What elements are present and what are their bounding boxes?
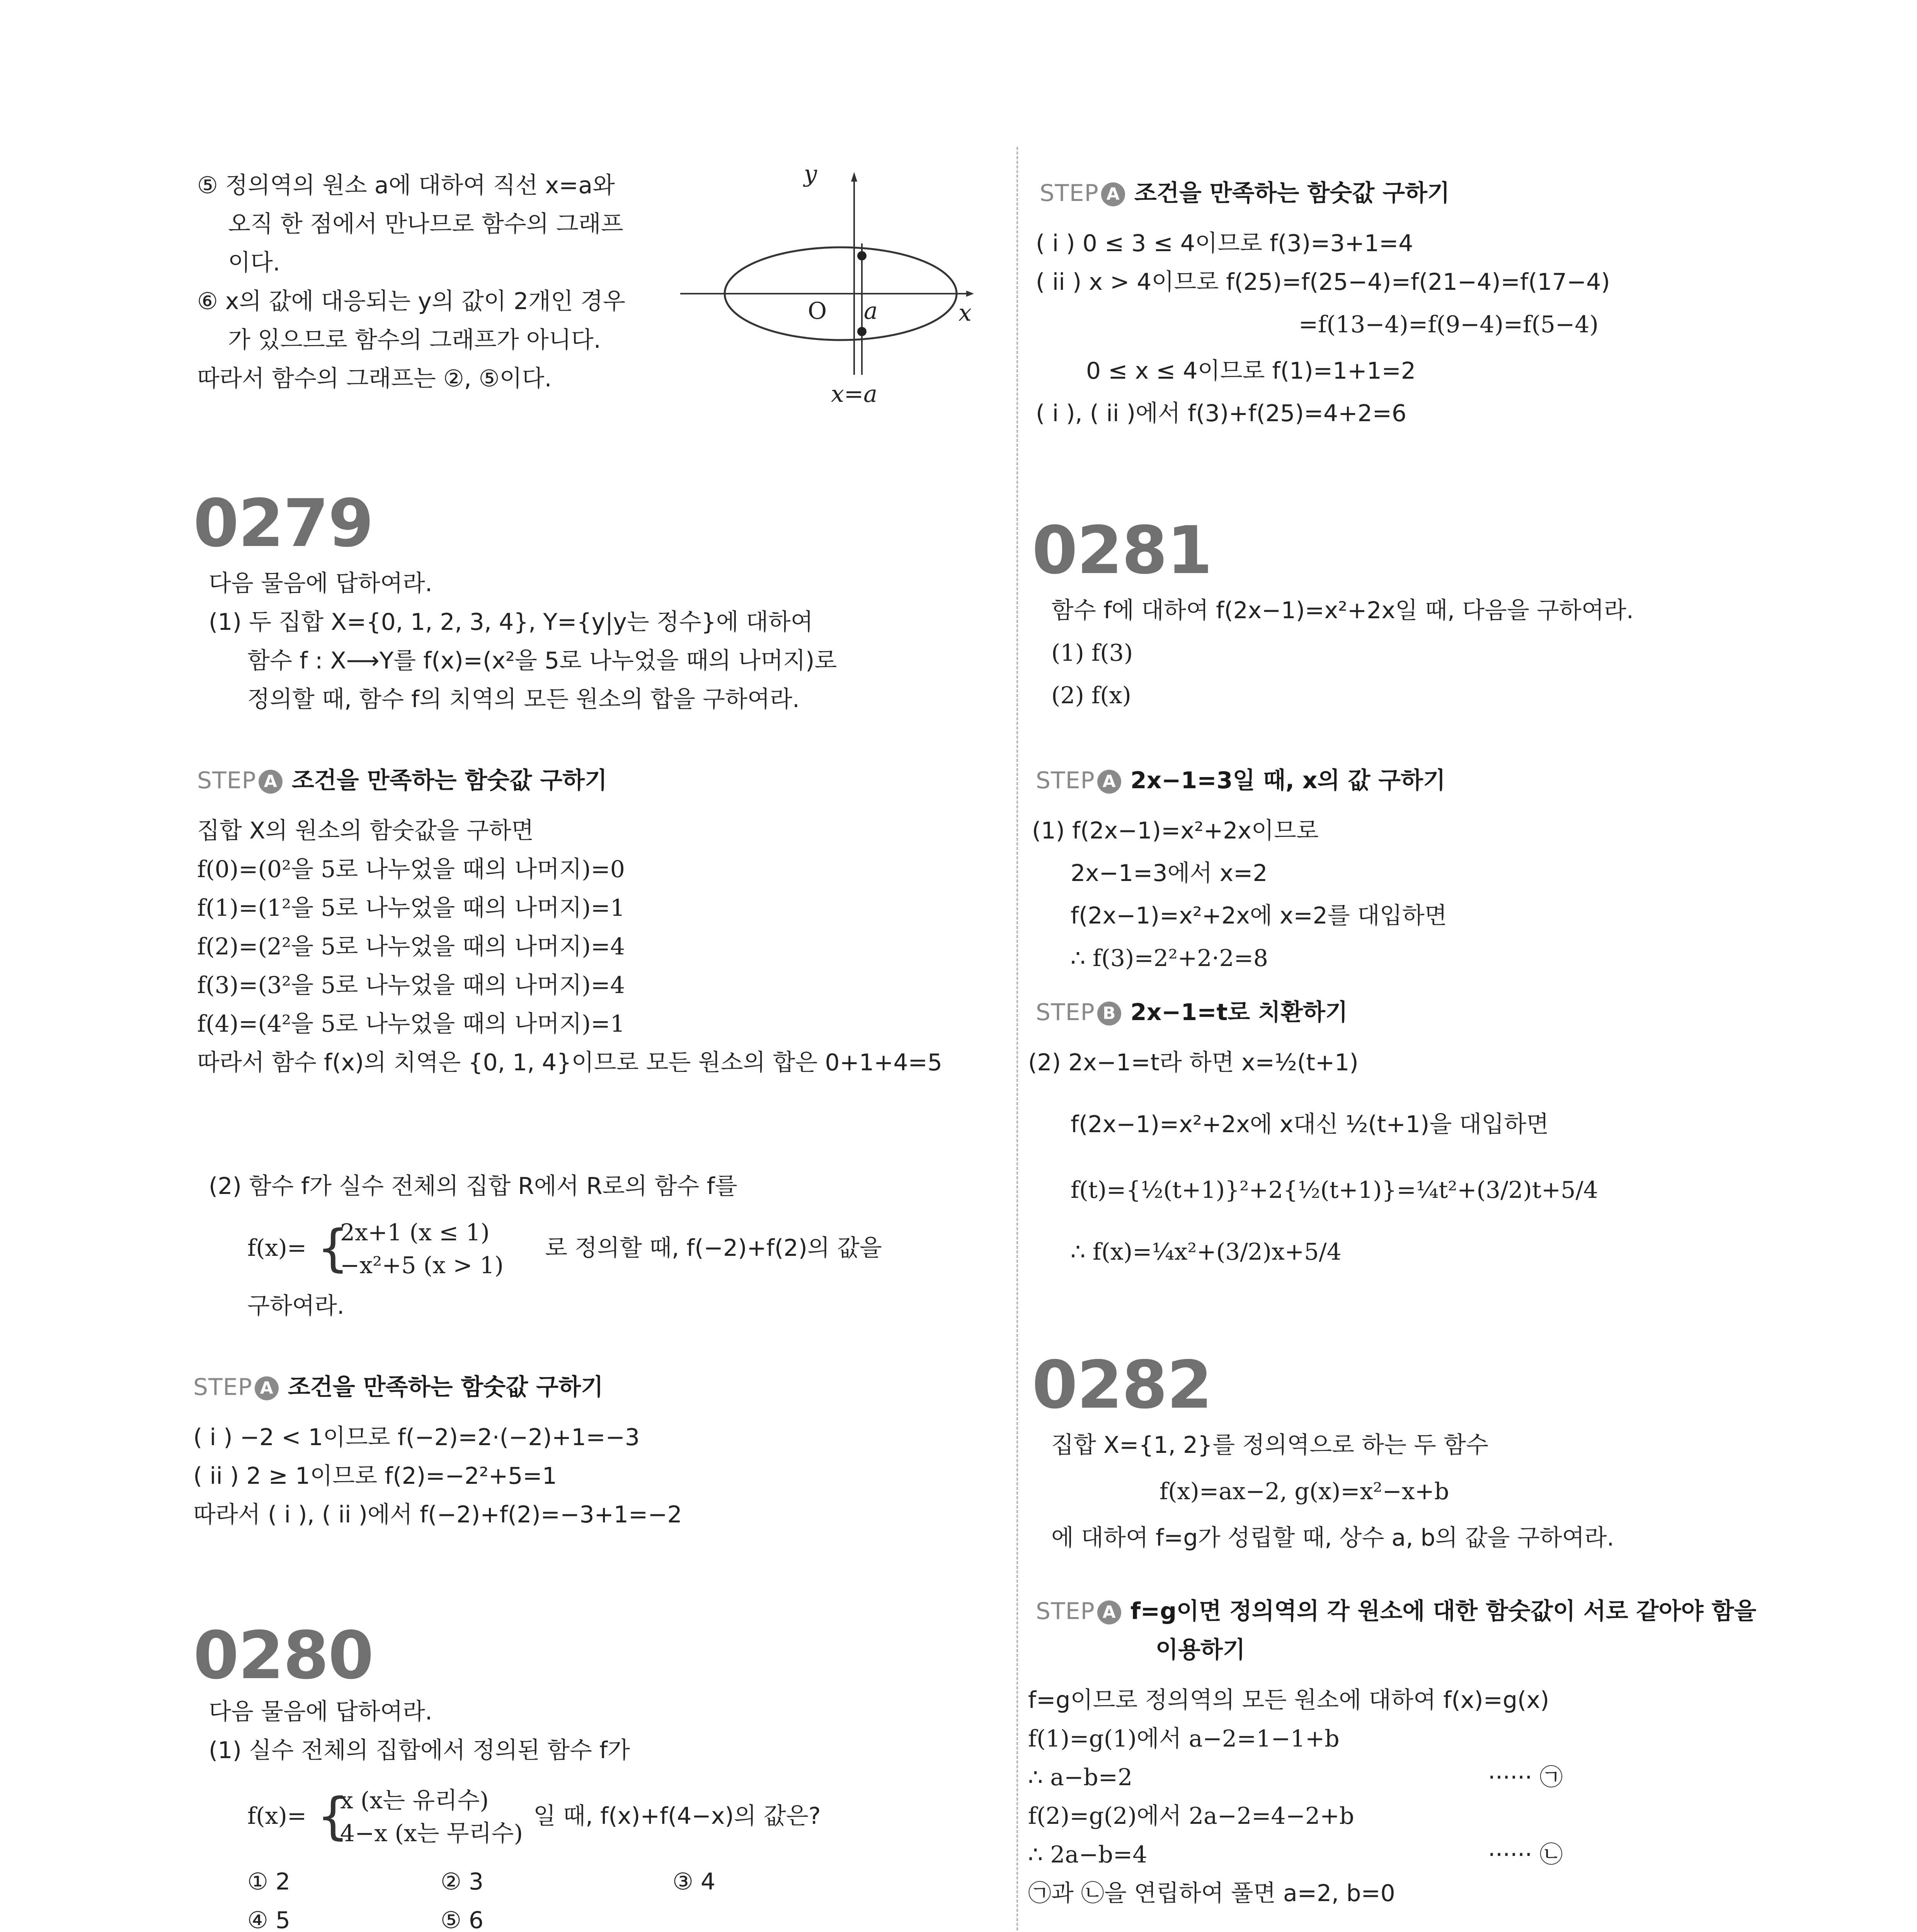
solution-line: f(1)=g(1)에서 a−2=1−1+b [1028, 1725, 1340, 1752]
solution-line: f(t)={½(t+1)}²+2{½(t+1)}=¼t²+(3/2)t+5/4 [1071, 1177, 1598, 1204]
step-title: 2x−1=3일 때, x의 값 구하기 [1130, 767, 1446, 794]
choice: ⑤ 6 [441, 1907, 484, 1932]
step-title: 조건을 만족하는 함숫값 구하기 [291, 767, 607, 794]
solution-line: ∴ 2a−b=4 [1028, 1841, 1147, 1868]
solution-line: f=g이므로 정의역의 모든 원소에 대하여 f(x)=g(x) [1028, 1687, 1549, 1714]
solution-line: ∴ a−b=2 [1028, 1764, 1133, 1791]
graph-origin-label: O [808, 298, 827, 325]
graph-line-label: x=a [831, 381, 877, 408]
choice: ② 3 [441, 1868, 484, 1895]
problem-number-0279: 0279 [193, 485, 373, 562]
problem-number-0280: 0280 [193, 1617, 373, 1694]
step-label: STEP [1036, 767, 1095, 794]
solution-line: ( i ) 0 ≤ 3 ≤ 4이므로 f(3)=3+1=4 [1036, 230, 1413, 257]
piecewise-brace: { [317, 1219, 349, 1277]
step-badge: B [1097, 1002, 1121, 1026]
intersection-point-bottom [857, 327, 867, 336]
solution-line: f(1)=(1²을 5로 나누었을 때의 나머지)=1 [197, 895, 625, 922]
solution-line: f(2x−1)=x²+2x에 x=2를 대입하면 [1071, 902, 1447, 929]
question-line: 구하여라. [247, 1293, 344, 1320]
question-line: 로 정의할 때, f(−2)+f(2)의 값을 [545, 1235, 882, 1262]
question-line: 다음 물음에 답하여라. [209, 570, 432, 597]
solution-line: (2) 2x−1=t라 하면 x=½(t+1) [1028, 1049, 1359, 1076]
solution-line: f(2x−1)=x²+2x에 x대신 ½(t+1)을 대입하면 [1071, 1111, 1549, 1138]
step-a-header [1036, 1596, 1756, 1627]
solution-line: 0 ≤ x ≤ 4이므로 f(1)=1+1=2 [1086, 357, 1416, 384]
step-badge: A [255, 1376, 279, 1400]
question-line: (1) 실수 전체의 집합에서 정의된 함수 f가 [209, 1737, 630, 1764]
y-axis-arrow [851, 172, 857, 182]
ellipse-graph-figure [680, 166, 974, 410]
question-line: 다음 물음에 답하여라. [209, 1698, 432, 1725]
equation-marker: ······ ㉠ [1488, 1764, 1563, 1791]
step-title: 2x−1=t로 치환하기 [1130, 999, 1348, 1026]
question-line: 함수 f : X⟶Y를 f(x)=(x²을 5로 나누었을 때의 나머지)로 [247, 647, 837, 674]
choice: ① 2 [247, 1868, 291, 1895]
equation-marker: ······ ㉡ [1488, 1841, 1563, 1868]
problem-number-0281: 0281 [1032, 512, 1212, 589]
intro-line: ⑥ x의 값에 대응되는 y의 값이 2개인 경우 [197, 288, 625, 315]
question-line: 함수 f에 대하여 f(2x−1)=x²+2x일 때, 다음을 구하여라. [1051, 597, 1634, 624]
piecewise-case: 2x+1 (x ≤ 1) [340, 1219, 490, 1246]
solution-line: =f(13−4)=f(9−4)=f(5−4) [1299, 311, 1599, 338]
question-line: 집합 X={1, 2}를 정의역으로 하는 두 함수 [1051, 1432, 1489, 1459]
question-line: (2) f(x) [1051, 682, 1131, 709]
intro-line: 이다. [228, 249, 280, 276]
step-title: 조건을 만족하는 함숫값 구하기 [1134, 180, 1450, 207]
question-line: f(x)=ax−2, g(x)=x²−x+b [1159, 1478, 1449, 1505]
piecewise-case: x (x는 유리수) [340, 1787, 489, 1814]
piecewise-brace: { [317, 1787, 349, 1845]
graph-a-label: a [864, 298, 878, 325]
step-a-header [1036, 765, 1445, 796]
step-title: 이용하기 [1156, 1636, 1245, 1663]
intro-line: 가 있으므로 함수의 그래프가 아니다. [228, 327, 601, 354]
step-b-header [1036, 997, 1348, 1028]
solution-line: ∴ f(3)=2²+2·2=8 [1071, 945, 1268, 972]
step-title: 조건을 만족하는 함숫값 구하기 [288, 1374, 603, 1401]
step-badge: A [1101, 182, 1125, 206]
solution-line: ( ii ) 2 ≥ 1이므로 f(2)=−2²+5=1 [193, 1463, 557, 1490]
solution-line: (1) f(2x−1)=x²+2x이므로 [1032, 817, 1319, 844]
step-badge: A [1097, 1600, 1121, 1624]
step-label: STEP [197, 767, 256, 794]
question-line: 일 때, f(x)+f(4−x)의 값은? [533, 1803, 821, 1830]
piecewise-case: −x²+5 (x > 1) [340, 1252, 504, 1279]
choice: ③ 4 [672, 1868, 716, 1895]
solution-line: 따라서 ( i ), ( ii )에서 f(−2)+f(2)=−3+1=−2 [193, 1501, 682, 1528]
piecewise-lhs: f(x)= [247, 1803, 307, 1830]
step-label: STEP [1036, 1598, 1095, 1625]
solution-line: 2x−1=3에서 x=2 [1071, 860, 1268, 887]
question-line: (1) 두 집합 X={0, 1, 2, 3, 4}, Y={y|y는 정수}에 대하여 [209, 609, 813, 636]
intro-line: 오직 한 점에서 만나므로 함수의 그래프 [228, 211, 623, 238]
step-a-header [197, 765, 607, 796]
intro-line: ⑤ 정의역의 원소 a에 대하여 직선 x=a와 [197, 172, 615, 199]
solution-line: f(3)=(3²을 5로 나누었을 때의 나머지)=4 [197, 972, 625, 999]
step-label: STEP [193, 1374, 252, 1401]
intro-line: 따라서 함수의 그래프는 ②, ⑤이다. [197, 365, 552, 392]
piecewise-lhs: f(x)= [247, 1235, 307, 1262]
step-title: f=g이면 정의역의 각 원소에 대한 함숫값이 서로 같아야 함을 [1130, 1598, 1757, 1625]
solution-line: ( i ) −2 < 1이므로 f(−2)=2·(−2)+1=−3 [193, 1424, 640, 1451]
column-divider [1016, 147, 1018, 1932]
solution-line: f(0)=(0²을 5로 나누었을 때의 나머지)=0 [197, 856, 625, 883]
step-label: STEP [1040, 180, 1099, 207]
solution-line: f(4)=(4²을 5로 나누었을 때의 나머지)=1 [197, 1010, 625, 1037]
x-axis-arrow [966, 291, 974, 297]
solution-line: ( i ), ( ii )에서 f(3)+f(25)=4+2=6 [1036, 400, 1407, 427]
question-line: 정의할 때, 함수 f의 치역의 모든 원소의 합을 구하여라. [247, 686, 800, 713]
question-line: (2) 함수 f가 실수 전체의 집합 R에서 R로의 함수 f를 [209, 1173, 737, 1200]
step-title-continued [1156, 1634, 1245, 1665]
intersection-point-top [857, 251, 867, 260]
piecewise-case: 4−x (x는 무리수) [340, 1820, 523, 1847]
step-label: STEP [1036, 999, 1095, 1026]
step-badge: A [1097, 770, 1121, 794]
graph-x-label: x [958, 299, 972, 327]
solution-line: ( ii ) x > 4이므로 f(25)=f(25−4)=f(21−4)=f(17−4) [1036, 269, 1610, 296]
choice: ④ 5 [247, 1907, 291, 1932]
step-badge: A [259, 770, 283, 794]
solution-line: 따라서 함수 f(x)의 치역은 {0, 1, 4}이므로 모든 원소의 합은 0+1+4=5 [197, 1049, 942, 1076]
step-a-header [1040, 178, 1450, 209]
solution-line: ∴ f(x)=¼x²+(3/2)x+5/4 [1071, 1238, 1342, 1265]
problem-number-0282: 0282 [1032, 1347, 1212, 1423]
question-line: (1) f(3) [1051, 639, 1133, 667]
graph-y-label: y [804, 166, 817, 187]
step-a-header [193, 1372, 603, 1403]
solution-line: f(2)=g(2)에서 2a−2=4−2+b [1028, 1803, 1354, 1830]
solution-line: 집합 X의 원소의 함숫값을 구하면 [197, 817, 534, 844]
question-line: 에 대하여 f=g가 성립할 때, 상수 a, b의 값을 구하여라. [1051, 1524, 1614, 1551]
solution-line: f(2)=(2²을 5로 나누었을 때의 나머지)=4 [197, 933, 625, 960]
solution-line: ㉠과 ㉡을 연립하여 풀면 a=2, b=0 [1028, 1880, 1395, 1907]
